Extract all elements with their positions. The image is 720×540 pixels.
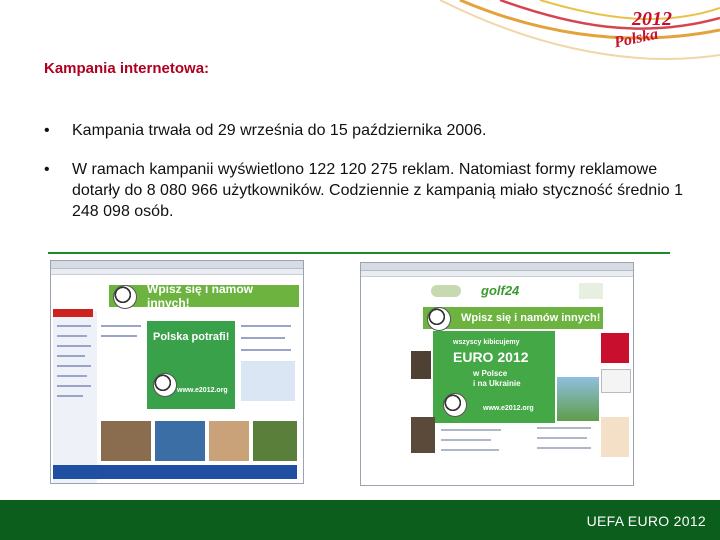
nav-line xyxy=(57,365,91,367)
campaign-screenshot-left xyxy=(50,260,304,484)
webpage xyxy=(361,277,633,485)
sponsor-ad xyxy=(601,417,629,457)
content-line xyxy=(441,429,501,431)
bullet-text: Kampania trwała od 29 września do 15 października 2006. xyxy=(72,122,487,139)
news-photo xyxy=(411,417,435,453)
nav-line xyxy=(57,395,83,397)
nav-line xyxy=(57,335,87,337)
nav-line xyxy=(57,345,91,347)
content-line xyxy=(241,337,285,339)
ad-banner-text: Wpisz się i namów innych! xyxy=(461,312,601,324)
slide-title: Kampania internetowa: xyxy=(44,60,210,77)
football-icon xyxy=(427,307,451,331)
content-line xyxy=(441,439,491,441)
nav-line xyxy=(57,355,85,357)
content-line xyxy=(101,325,141,327)
footer-text: UEFA EURO 2012 xyxy=(586,513,706,529)
news-photo xyxy=(101,421,151,461)
ad-line: wszyscy kibicujemy xyxy=(453,339,520,346)
football-icon xyxy=(113,285,137,309)
golf-course-photo xyxy=(557,377,599,421)
ad-banner xyxy=(109,282,299,310)
content-line xyxy=(537,437,587,439)
ad-square xyxy=(433,331,555,423)
content-box xyxy=(241,361,295,401)
bullet-item xyxy=(44,159,684,222)
content-line xyxy=(101,335,137,337)
content-line xyxy=(241,325,291,327)
browser-titlebar xyxy=(361,263,633,271)
bullet-text: W ramach kampanii wyświetlono 122 120 275 reklam. Natomiast formy reklamowe dotarły do 8 080 966 użytkowników. Codziennie z kampanią miało styczność średnio 1 248 098 osób. xyxy=(72,161,683,220)
ad-url: www.e2012.org xyxy=(483,405,534,412)
nav-line xyxy=(57,325,91,327)
partner-logo xyxy=(431,285,461,297)
partner-logo xyxy=(579,283,603,299)
news-photo xyxy=(155,421,205,461)
content-line xyxy=(241,349,291,351)
nav-line xyxy=(57,385,91,387)
bullet-list xyxy=(44,120,684,240)
browser-titlebar xyxy=(51,261,303,269)
divider xyxy=(48,252,670,254)
bullet-marker: • xyxy=(44,161,50,178)
sponsor-ad xyxy=(601,333,629,363)
news-photo xyxy=(209,421,249,461)
football-icon xyxy=(443,393,467,417)
campaign-screenshot-right xyxy=(360,262,634,486)
ad-title: Polska potrafi! xyxy=(153,331,230,343)
content-line xyxy=(537,447,591,449)
site-footer-bar xyxy=(53,465,297,479)
logo-line1: 2012 xyxy=(632,8,672,30)
bullet-item xyxy=(44,120,684,141)
logo-line2: Polska xyxy=(612,25,660,52)
ad-line: i na Ukrainie xyxy=(473,379,521,388)
nav-line xyxy=(57,375,87,377)
ad-line: w Polsce xyxy=(473,369,508,378)
bullet-marker: • xyxy=(44,122,50,139)
ad-square xyxy=(147,321,235,409)
ad-line: EURO 2012 xyxy=(453,349,529,365)
webpage xyxy=(51,275,303,483)
site-logo xyxy=(53,309,93,317)
footer-bar xyxy=(0,500,720,540)
sponsor-ad xyxy=(601,369,631,393)
football-icon xyxy=(153,373,177,397)
news-photo xyxy=(411,351,431,379)
news-photo xyxy=(253,421,297,461)
ad-banner-text: Wpisz się i namow innych! xyxy=(147,282,254,310)
ad-url: www.e2012.org xyxy=(177,387,228,394)
content-line xyxy=(537,427,591,429)
euro-2012-logo xyxy=(612,8,690,60)
content-line xyxy=(441,449,499,451)
golf24-logo: golf24 xyxy=(481,283,520,298)
